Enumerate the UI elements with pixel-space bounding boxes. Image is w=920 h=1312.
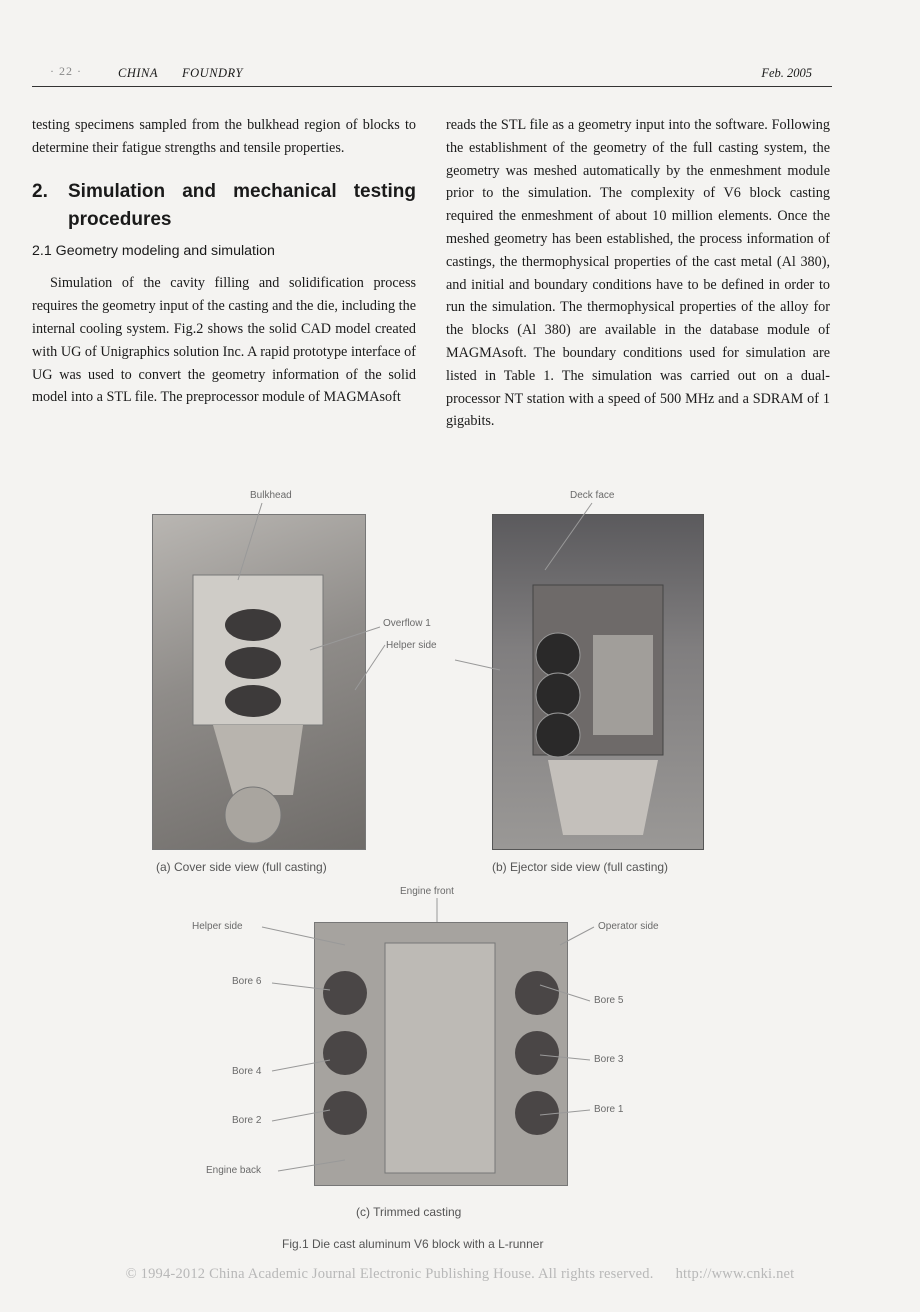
- intro-paragraph: testing specimens sampled from the bulkhead region of blocks to determine their fatigue strengths and tensile properties.: [32, 117, 416, 156]
- subcaption-c: (c) Trimmed casting: [356, 1205, 462, 1219]
- section-number: 2.: [32, 180, 48, 202]
- label-bore-6: Bore 6: [232, 976, 262, 987]
- label-deck-face: Deck face: [570, 490, 615, 501]
- label-bore-4: Bore 4: [232, 1066, 262, 1077]
- label-bore-5: Bore 5: [594, 995, 624, 1006]
- subcaption-a: (a) Cover side view (full casting): [156, 860, 327, 874]
- figure-caption: Fig.1 Die cast aluminum V6 block with a L-runner: [282, 1237, 544, 1251]
- issue-date: Feb. 2005: [761, 66, 812, 80]
- label-helper-side-a: Helper side: [386, 640, 437, 651]
- body-paragraph-continued: reads the STL file as a geometry input into the software. Following the establishment of the geometry of the full casting system, the geometry was meshed automatically by the enmeshment module prior to the simulation. The complexity of V6 block casting required the enmeshment of about 10 million elements. Once the meshed geometry has been established, the process information of castings, the thermophysical properties of the cast metal (Al 380), and initial and boundary conditions have to be defined in order to run the simulation. The thermophysical properties of the alloy for the blocks (Al 380) are available in the database module of MAGMAsoft. The boundary conditions used for simulation are listed in Table 1. The simulation was carried out on a dual-processor NT station with a speed of 500 MHz and a SDRAM of 1 gigabits.: [446, 117, 830, 430]
- label-bore-3: Bore 3: [594, 1054, 624, 1065]
- label-engine-back: Engine back: [206, 1165, 262, 1176]
- subcaption-b: (b) Ejector side view (full casting): [492, 860, 669, 874]
- label-bore-1: Bore 1: [594, 1104, 624, 1115]
- label-operator-side: Operator side: [598, 921, 659, 932]
- page-number: · 22 ·: [50, 64, 82, 78]
- label-bore-2: Bore 2: [232, 1115, 262, 1126]
- footer-url: http://www.cnki.net: [675, 1266, 795, 1282]
- label-bulkhead: Bulkhead: [250, 490, 292, 501]
- copyright-footer: [0, 1266, 920, 1283]
- journal-name-part-1: CHINA: [118, 66, 158, 80]
- section-title: Simulation and mechanical testing procedures: [68, 180, 416, 230]
- label-helper-side-c: Helper side: [192, 921, 243, 932]
- label-overflow-1: Overflow 1: [383, 618, 431, 629]
- journal-name-part-2: FOUNDRY: [182, 66, 243, 80]
- label-engine-front: Engine front: [400, 886, 454, 897]
- copyright-text: © 1994-2012 China Academic Journal Electronic Publishing House. All rights reserved.: [125, 1266, 654, 1282]
- body-paragraph: Simulation of the cavity filling and solidification process requires the geometry input of the casting and the die, including the internal cooling system. Fig.2 shows the solid CAD model created with UG of Unigraphics solution Inc. A rapid prototype interface of UG was used to convert the geometry information of the solid model into a STL file. The preprocessor module of MAGMAsoft: [32, 275, 416, 406]
- subsection-title: 2.1 Geometry modeling and simulation: [32, 242, 275, 259]
